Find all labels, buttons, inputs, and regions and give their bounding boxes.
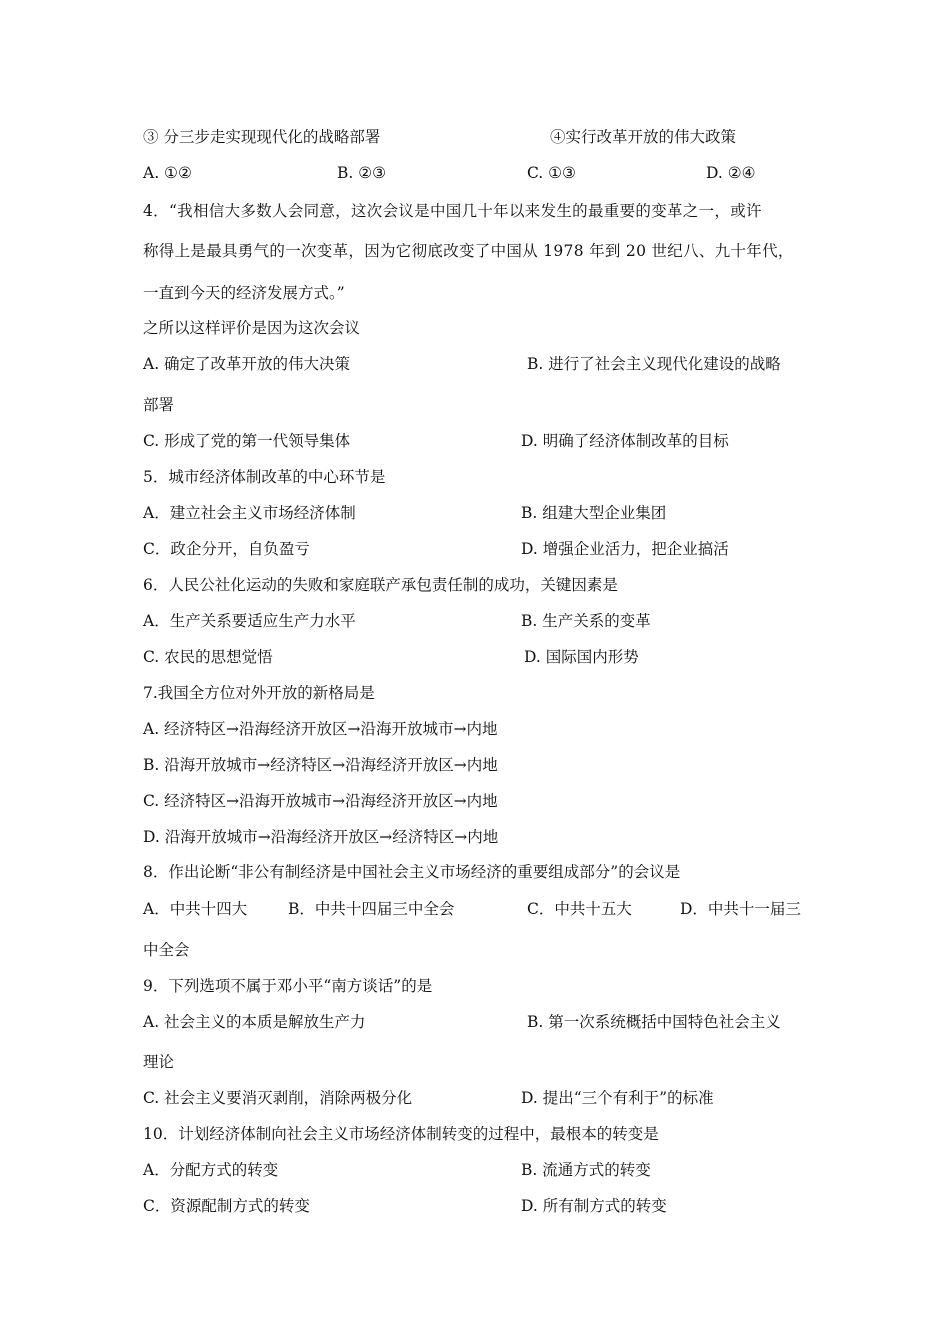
q3-choice-d: D. ②④ <box>706 164 756 182</box>
q3-option-4: ④实行改革开放的伟大政策 <box>550 128 737 146</box>
q10-stem: 10．计划经济体制向社会主义市场经济体制转变的过程中，最根本的转变是 <box>143 1125 659 1143</box>
q4-quote-line-2: 称得上是最具勇气的一次变革，因为它彻底改变了中国从 1978 年到 20 世纪八、九十年代， <box>143 242 794 260</box>
q4-choice-b-continued: 部署 <box>143 396 175 414</box>
q7-choice-c: C. 经济特区→沿海开放城市→沿海经济开放区→内地 <box>143 792 498 810</box>
q5-choice-d: D. 增强企业活力，把企业搞活 <box>521 540 729 558</box>
q4-stem: 之所以这样评价是因为这次会议 <box>143 319 361 337</box>
q4-choice-b: B. 进行了社会主义现代化建设的战略 <box>527 355 781 373</box>
q6-choice-a: A．生产关系要适应生产力水平 <box>143 612 356 630</box>
q4-choice-d: D. 明确了经济体制改革的目标 <box>521 432 729 450</box>
q6-stem: 6．人民公社化运动的失败和家庭联产承包责任制的成功，关键因素是 <box>143 576 618 594</box>
q3-option-3: ③ 分三步走实现现代化的战略部署 <box>143 128 381 146</box>
q4-quote-line-1: 4．“我相信大多数人会同意，这次会议是中国几十年以来发生的最重要的变革之一，或许 <box>143 202 762 220</box>
q8-stem: 8．作出论断“非公有制经济是中国社会主义市场经济的重要组成部分”的会议是 <box>143 863 681 881</box>
q8-choice-d: D．中共十一届三 <box>680 900 801 918</box>
q9-choice-a: A. 社会主义的本质是解放生产力 <box>143 1013 366 1031</box>
q7-choice-d: D. 沿海开放城市→沿海经济开放区→经济特区→内地 <box>143 828 499 846</box>
q6-choice-b: B. 生产关系的变革 <box>521 612 651 630</box>
q10-choice-c: C．资源配制方式的转变 <box>143 1197 310 1215</box>
q5-choice-b: B. 组建大型企业集团 <box>521 504 667 522</box>
q5-stem: 5．城市经济体制改革的中心环节是 <box>143 468 386 486</box>
q10-choice-d: D. 所有制方式的转变 <box>521 1197 667 1215</box>
q9-choice-d: D. 提出“三个有利于”的标准 <box>521 1089 714 1107</box>
q3-choice-b: B. ②③ <box>337 164 387 182</box>
q9-choice-c: C. 社会主义要消灭剥削，消除两极分化 <box>143 1089 413 1107</box>
q8-choice-d-continued: 中全会 <box>143 941 190 959</box>
q6-choice-d: D. 国际国内形势 <box>524 648 639 666</box>
q6-choice-c: C. 农民的思想觉悟 <box>143 648 273 666</box>
q9-choice-b-continued: 理论 <box>143 1053 175 1071</box>
q5-choice-a: A．建立社会主义市场经济体制 <box>143 504 356 522</box>
q9-choice-b: B. 第一次系统概括中国特色社会主义 <box>527 1013 781 1031</box>
q4-choice-c: C. 形成了党的第一代领导集体 <box>143 432 351 450</box>
q7-choice-a: A. 经济特区→沿海经济开放区→沿海开放城市→内地 <box>143 720 498 738</box>
q7-choice-b: B. 沿海开放城市→经济特区→沿海经济开放区→内地 <box>143 756 498 774</box>
q3-choice-c: C. ①③ <box>527 164 576 182</box>
q4-quote-line-3: 一直到今天的经济发展方式。” <box>143 284 345 302</box>
q9-stem: 9．下列选项不属于邓小平“南方谈话”的是 <box>143 977 433 995</box>
q7-stem: 7.我国全方位对外开放的新格局是 <box>143 684 375 702</box>
q10-choice-a: A．分配方式的转变 <box>143 1161 279 1179</box>
q3-choice-a: A. ①② <box>143 164 192 182</box>
q8-choice-c: C．中共十五大 <box>527 900 632 918</box>
q4-choice-a: A. 确定了改革开放的伟大决策 <box>143 355 351 373</box>
q8-choice-b: B．中共十四届三中全会 <box>288 900 455 918</box>
q8-choice-a: A．中共十四大 <box>143 900 248 918</box>
q5-choice-c: C．政企分开，自负盈亏 <box>143 540 310 558</box>
q10-choice-b: B. 流通方式的转变 <box>521 1161 651 1179</box>
